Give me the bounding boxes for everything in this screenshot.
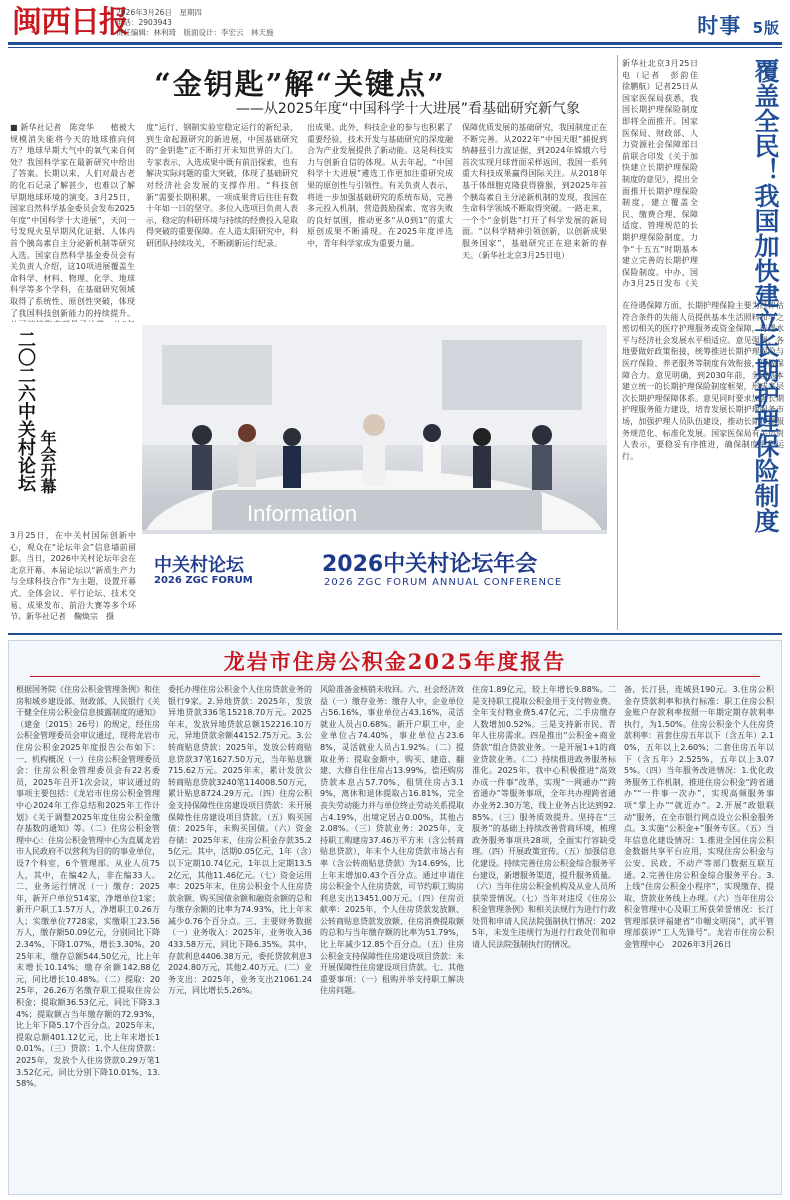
main-headline: “金钥匙”解“关键点”	[154, 67, 446, 101]
information-wall-text: Information	[247, 501, 358, 526]
article-column: 保障优质发展的基础研究，我国制度正在不断完善。从2022年“中国天眼”捕捉到纳赫兹引力波证据，到2024年嫦娥六号首次实现月球背面采样返回，我国一系列重大科技成果赢得国际关注。从2018年基于体细胞克隆获得猕猴，到2025年首个胰岛素自主分泌新机制的发现，我国在生命科学领域不断取得突破。一路走来，一个个“金钥匙”打开了科学发展的新局面。“以科学精神引领创新，以创新成果服务国家”，基础研究正在迎来新的春天。（新华社北京3月25日电）	[462, 123, 607, 260]
issue-date: 2026年3月26日 星期四	[116, 8, 202, 17]
report-column: 委托办理住房公积金个人住房贷款业务的银行9家。2.异地贷款：2025年，发放异地贷款336笔15218.70万元。2025年末，发放异地贷款总额152216.10万元，异地贷款余额44152.75万元。3.公转商贴息贷款：2025年，发放公转商贴息贷款37笔1627.50万元，当年贴息额715.62万元。2025年末，累计发放公转商贴息贷款3240笔114008.50万元，累计贴息8724.29万元。（四）住房公积金支持保障性住房建设项目贷款：未开展保障性住房建设项目贷款。（五）购买国债：2025年，未购买国债。（六）资金存储：2025年末，住房公积金存款35.25亿元。其中，活期0.05亿元，1年（含）以下定期10.74亿元，1年以上定期13.52亿元，其他11.46亿元。（七）资金运用率：2025年末，住房公积金个人住房贷款余额、购买国债余额和融资余额的总和与缴存余额的比率为74.93%，比上年末减少0.76个百分点。三、主要财务数据（一）业务收入：2025年，业务收入36433.58万元，同比下降6.35%。其中，存款利息4406.38万元，委托贷款利息32024.80万元，其他2.40万元。（二）业务支出：2025年，业务支出21061.24万元，同比增长5.26%。	[168, 685, 312, 996]
masthead-info	[116, 8, 416, 38]
header-rule	[8, 42, 782, 45]
section-name: 时事	[697, 14, 742, 38]
right-headline: 覆盖全民！我国加快建立长期护理保险制度	[751, 58, 780, 533]
forum-banner-en: 2026 ZGC FORUM ANNUAL CONFERENCE	[324, 577, 563, 588]
article-column: 出成果。此外，科技企业的参与也积累了重要经验，技术开发与基础研究的深度融合为产业发展提供了新动能。这是科技实力与创新自信的体现。从去年起，“中国科学十大进展”遴选工作更加注重研究成果的原创性与引领性。有关负责人表示，将进一步加强基础研究的系统布局，完善多元投入机制，营造鼓励探索、宽容失败的良好氛围，推动更多“从0到1”的重大原创成果不断涌现。在2025年度评选中，青年科学家成为重要力量。	[307, 123, 453, 248]
photo-caption: 3月25日，在中关村国际创新中心，观众在“论坛年会”信息墙前留影。当日，2026中关村论坛年会在北京开幕。本届论坛以“新质生产力与全球科技合作”为主题，设置开幕式、全体会议、平行论坛、技术交易、成果发布、前沿大赛等多个环节。新华社记者 鞠焕宗 摄	[10, 531, 136, 622]
report-column: 根据国务院《住房公积金管理条例》和住房和城乡建设部、财政部、人民银行《关于健全住房公积金信息披露制度的通知》（建金〔2015〕26号）的规定，经住房公积金管理委员会审议通过，现将龙岩市住房公积金2025年度报告公布如下：一、机构概况（一）住房公积金管理委员会：住房公积金管理委员会有22名委员，2025年召开1次会议，审议通过的事项主要包括：《龙岩市住房公积金管理中心2024年工作总结和2025年工作计划》《关于调整2025年度住房公积金缴存基数的通知》等。（二）住房公积金管理中心：住房公积金管理中心为直属龙岩市人民政府不以营利为目的的事业单位，设7个科室，6个管理部。从业人员75人，其中，在编42人，非在编33人。二、业务运行情况（一）缴存：2025年，新开户单位514家，净增单位1家；新开户职工1.57万人，净增职工0.26万人；实缴单位7728家，实缴职工23.56万人，缴存额50.09亿元，分别同比下降2.34%、下降1.07%、增长3.30%。2025年末，缴存总额544.50亿元，比上年末增长10.14%；缴存余额142.88亿元，同比增长10.48%。（二）提取：2025年，26.26万名缴存职工提取住房公积金；提取额36.53亿元，同比下降3.34%；提取额占当年缴存额的72.93%，比上年下降5.17个百分点。2025年末，提取总额401.12亿元，比上年末增长10.01%。（三）贷款：1.个人住房贷款：2025年，发放个人住房贷款0.29万笔13.52亿元，同比分别下降10.01%、13.58%。	[16, 685, 160, 1089]
editors-line: 责任编辑：林利琦 版面设计：李宏云 林天施	[116, 28, 274, 37]
report-title-rule	[30, 676, 760, 677]
article-column: 在待遇保障方面，长期护理保险主要为经评估符合条件的失能人员提供基本生活照料和与之密切相关的医疗护理服务或资金保障，待遇水平与经济社会发展水平相适应。意见强调，各地要做好政策衔接，统筹推进长期护理保险与医疗保险、养老服务等制度有效衔接，形成保障合力。意见明确，到2030年前，全国基本建立统一的长期护理保险制度框架，形成多层次长期护理保障体系。意见同时要求加强长期护理服务能力建设，培育发展长期护理服务市场，加强护理人员队伍建设，推动长期护理服务规范化、标准化发展。国家医保局有关负责人表示，要稳妥有序推进，确保制度平稳运行。	[622, 301, 784, 461]
main-subheadline: ——从2025年度“中国科学十大进展”看基础研究新气象	[235, 101, 580, 117]
forum-sign: 中关村论坛	[154, 555, 244, 576]
phone-line: 电话：2903943	[116, 18, 172, 27]
page-number: 5版	[752, 19, 780, 37]
forum-banner: 2026中关村论坛年会	[322, 552, 538, 577]
sidebar-story-title: 二〇二六中关村论坛	[15, 330, 36, 492]
report-column: 风险准备金核销未收回。六、社会经济效益（一）缴存业务：缴存人中，企业单位占56.16%，事业单位占43.16%，灵活就业人员占0.68%。新开户职工中，企业单位占74.40%，事业单位占23.68%，灵活就业人员占1.92%。（二）提取业务：提取金额中，购买、建造、翻建、大修自住住房占13.99%，偿还购房贷款本息占57.70%，租赁住房占3.19%，离休和退休提取占16.81%，完全丧失劳动能力并与单位终止劳动关系提取占4.19%，出境定居占0.00%，其他占2.08%。（三）贷款业务：2025年，支持职工购建房37.46万平方米（含公转商贴息贷款），年末个人住房贷款市场占有率（含公转商贴息贷款）为14.69%，比上年末增加0.43个百分点。通过申请住房公积金个人住房贷款，可节约职工购房利息支出13451.00万元。（四）住房贡献率：2025年，个人住房贷款发放额、公转商贴息贷款发放额、住房消费提取额的总和与当年缴存额的比率为51.79%，比上年减少12.85个百分点。（五）住房公积金支持保障性住房建设项目贷款：未开展保障性住房建设项目贷款。七、其他重要事项：（一）租购并举支持职工解决住房问题。	[320, 685, 464, 996]
article-column: 度“运行、钢制实验室稳定运行的新纪录，到生命起源研究的新进展，中国基础研究的“金钥匙”正不断打开未知世界的大门。专家表示，入选成果中既有前沿探索，也有解决实际问题的重大突破，体现了基础研究对经济社会发展的支撑作用。“科技创新”需要长期积累，一项成果背后往往有数十年如一日的坚守。多位入选项目负责人表示，稳定的科研环境与持续的经费投入是取得突破的重要保障。在人造太阳研究中，科研团队持续攻关，不断刷新运行纪录。	[146, 123, 298, 248]
article-column: ■ 新华社记者 陈竞华 植被大规模消失能将今天的地球推向何方？地球早期大气中的氧气来自何处？我国科学家在最新研究中给出了答案。长期以来，人们对最古老的化石记录了解甚少，也难以了解早期地球环境的演变。3月25日，国家自然科学基金委员会发布2025年度“中国科学十大进展”，天问一号发现火星早期风化证据、人体内首个胰岛素自主分泌新机制等研究入选。国家自然科学基金委员会有关负责人介绍，这10项进展覆盖生命科学、材料、物理、化学、地球科学等多个学科，在基础研究领域取得了系统性、原创性突破，体现了我国科技创新能力的持续提升。	[10, 123, 135, 318]
forum-photo	[142, 325, 607, 615]
column-divider	[617, 55, 618, 630]
sidebar-story-subtitle: 年会开幕	[38, 430, 57, 494]
article-column: 新华社北京3月25日电（记者 彭韵佳 徐鹏航）记者25日从国家医保局获悉，我国长期护理保险制度即将全面推开。国家医保局、财政部、人力资源社会保障部日前联合印发《关于加快建立长期护理保险制度的意见》，提出全面推开长期护理保险制度，建立覆盖全民、缴费合理、保障适度、管理规范的长期护理保险制度，力争“十五五”时期基本建立完善的长期护理保险制度。中办、国办3月25日发布《关	[622, 59, 698, 288]
header-rule-thin	[8, 47, 782, 48]
report-column: 备，长汀县，连城县190元。3.住房公积金存贷款利率和执行标准：职工住房公积金账户存款利率按照一年期定期存款利率执行，为1.50%。住房公积金个人住房贷款利率：首套住房五年以下（含五年）2.10%，五年以上2.60%；二套住房五年以下（含五年）2.525%，五年以上3.075%。（四）当年服务改进情况：1.优化政务服务工作机制，推进住房公积金“跨省通办”“一件事一次办”，实现高频服务事项“掌上办”“就近办”。2.开展“政银联动”服务，在全市银行网点设立公积金服务点。3.实施“公积金+”服务专区。（五）当年信息化建设情况：1.推进全国住房公积金数据共享平台应用，实现住房公积金与公安、民政、不动产等部门数据互联互通。2.完善住房公积金综合服务平台。3.上线“住房公积金小程序”，实现缴存、提取、贷款业务线上办理。（六）当年住房公积金管理中心及职工所获荣誉情况：长汀管理部获评福建省“巾帼文明岗”，武平管理部获评“工人先锋号”。龙岩市住房公积金管理中心 2026年3月26日	[624, 685, 774, 950]
newspaper-logo: 闽西日报	[12, 5, 128, 40]
report-column: 住房1.89亿元，较上年增长9.88%。二是支持职工提取公积金用于支付物业费。全年支付物业费5.47亿元，二手房缴存人数增加0.52%。三是支持新市民、青年人住房需求。四是推出“公积金+商业贷款”组合贷款业务。一是开展1+1的商业贷款业务。（二）持续推进政务服务标准化。2025年，我中心积极推进“高效办成一件事”改革，实现“一网通办”“跨省通办”等服务事项，全年共办理跨省通办业务2.30万笔，线上业务占比达到92.85%。（三）服务质效提升。坚持在“三服务”的基础上持续改善营商环境，梳理政务服务事项共28项，全面实行容缺受理。（四）开展政策宣传。（五）加强信息化建设。持续完善住房公积金综合服务平台建设，新增服务渠道，提升服务质量。（六）当年住房公积金机构及从业人员所获荣誉情况。（七）当年对违反《住房公积金管理条例》和相关法规行为进行行政处罚和申请人民法院强制执行情况：2025年，未发生违规行为进行行政处罚和申请人民法院强制执行的情况。	[472, 685, 616, 950]
report-title: 龙岩市住房公积金2025年度报告	[223, 649, 567, 674]
section-label	[697, 10, 780, 40]
section-separator	[8, 633, 782, 635]
forum-sign-en: 2026 ZGC FORUM	[154, 575, 253, 586]
